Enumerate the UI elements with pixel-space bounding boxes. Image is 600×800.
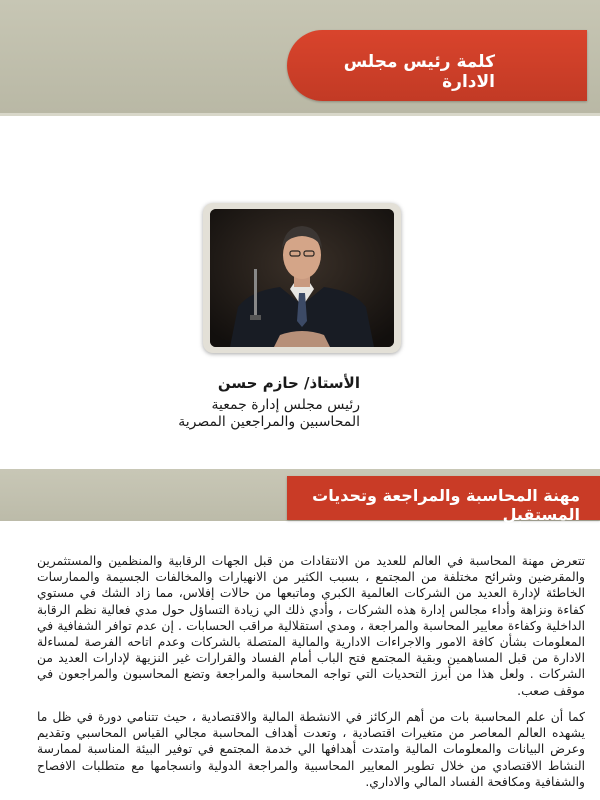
body-paragraph-1: تتعرض مهنة المحاسبة في العالم للعديد من الانتقادات من قبل الجهات الرقابية والمنظمين والمستثمرين والمقرضين وشرائح مختلفة من المجتمع ، بسبب الكثير من الانهيارات والمخالفات الجسيمة والممارسات الخاطئة لإدارة العديد من الشركات العالمية الكبري وماتبعها من حالات إفلاس، مما زاد الشك في مستوي كفاءة ونزاهة وأداء مجالس إدارة هذه الشركات ، وأدي ذلك الي زيادة التساؤل حول مدي فعالية نظم الرقابة الداخلية وكفاءة معايير المحاسبة والمراجعة ، ومدي استقلالية مراقب الحسابات . إن عدم توافر الشفافية في المعلومات بشأن كافة الامور والاجراءات الادارية والمالية المتصلة بالشركات وعدم اتاحه الفرصة لمساءلة الادارة من قبل المساهمين وبقية المجتمع فتح الباب أمام الفساد والقرارات غير النزيهة لإدارات العديد من الشركات . ولعل هذا من أبرز التحديات التي تواجه المحاسبة والمراجعة وتضع المحاسبون والمراجعون في موقف صعب. [37, 554, 585, 698]
page-title: كلمة رئيس مجلس الادارة [343, 52, 495, 92]
portrait-photo [210, 209, 394, 347]
body-paragraph-2: كما أن علم المحاسبة بات من أهم الركائز في الانشطة المالية والاقتصادية ، حيث تتنامي دورة في ظل ما يشهده العالم المعاصر من متغيرات اقتصادية ، وتعدت أهداف المحاسبة مجالي القياس المحاسبي وتقديم وعرض البيانات والمعلومات المالية وامتدت أهدافها الي خدمة المجتمع في توفير البيئة المناسبة لممارسة النشاط الاقتصادي من خلال تطوير المعايير المحاسبية والمراجعة الدولية وانسجامها مع متطلبات الافصاح والشفافية ومكافحة الفساد المالي والاداري. [37, 710, 585, 789]
portrait-illustration [210, 209, 394, 347]
speaker-name-block [218, 373, 360, 393]
header-title-banner [287, 30, 587, 101]
section-title-banner [287, 476, 600, 524]
portrait-frame [203, 203, 401, 353]
section-title: مهنة المحاسبة والمراجعة وتحديات المستقبل [312, 486, 580, 524]
speaker-title: رئيس مجلس إدارة جمعية المحاسبين والمراجعين المصرية [178, 397, 360, 430]
speaker-name: الأستاذ/ حازم حسن [217, 374, 360, 392]
header-divider [0, 113, 600, 116]
